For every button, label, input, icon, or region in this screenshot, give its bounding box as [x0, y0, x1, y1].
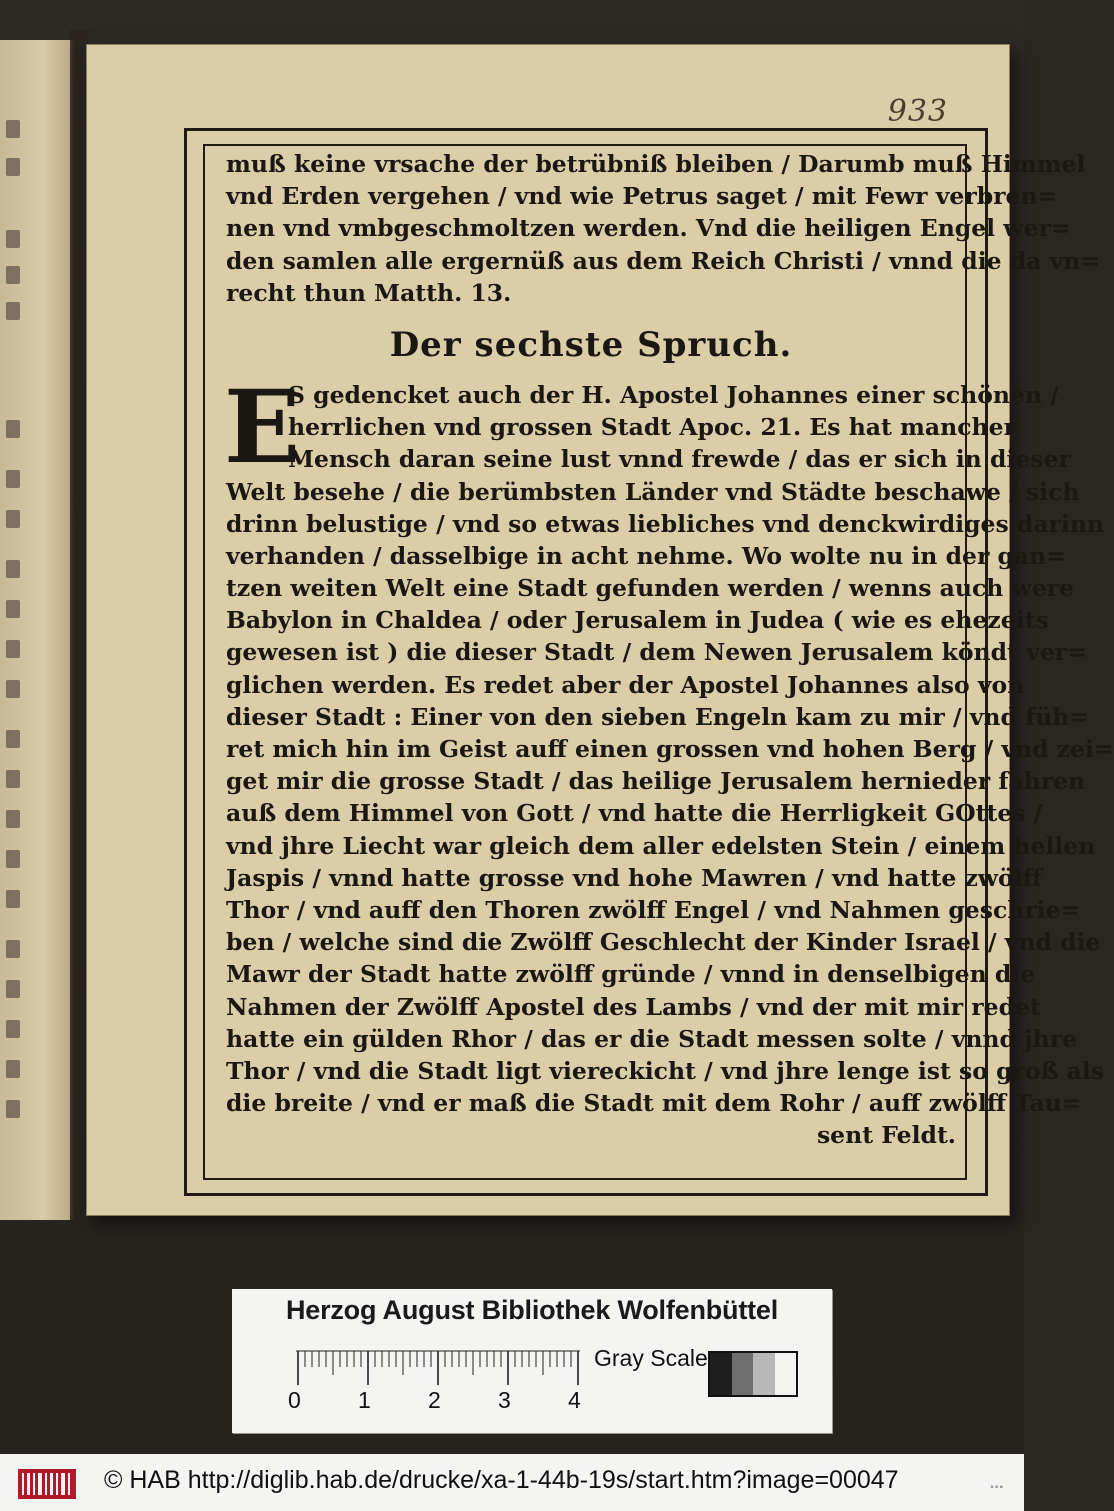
- gray-swatch: [775, 1353, 797, 1395]
- ruler-number: 4: [568, 1387, 581, 1413]
- ruler-number: 0: [288, 1387, 301, 1413]
- paragraph-1: [226, 148, 1101, 309]
- text-line: Nahmen der Zwölff Apostel des Lambs / vnd der mit mir redet: [226, 992, 1041, 1021]
- previous-page-glyph: [6, 980, 20, 998]
- text-line: tzen weiten Welt eine Stadt gefunden werden / wenns auch were: [226, 574, 1075, 603]
- section-heading: Der sechste Spruch.: [389, 324, 793, 365]
- text-line: hatte ein gülden Rhor / das er die Stadt messen solte / vnnd jhre: [226, 1024, 1078, 1053]
- gray-swatch: [753, 1353, 775, 1395]
- text-line: den samlen alle ergernüß aus dem Reich Christi / vnnd die da vn=: [226, 246, 1101, 275]
- previous-page-glyph: [6, 230, 20, 248]
- text-line: verhanden / dasselbige in acht nehme. Wo wolte nu in der gan=: [226, 541, 1066, 570]
- previous-page-glyph: [6, 420, 20, 438]
- previous-page-glyph: [6, 890, 20, 908]
- previous-page-glyph: [6, 158, 20, 176]
- text-line: dieser Stadt : Einer von den sieben Engeln kam zu mir / vnd füh=: [226, 702, 1090, 731]
- previous-page-glyph: [6, 940, 20, 958]
- text-line: Mawr der Stadt hatte zwölff gründe / vnnd in denselbigen die: [226, 960, 1036, 989]
- text-line: ben / welche sind die Zwölff Geschlecht der Kinder Israel / vnd die: [226, 928, 1101, 957]
- previous-page-glyph: [6, 510, 20, 528]
- page-text: [224, 148, 1114, 1151]
- previous-page-glyph: [6, 120, 20, 138]
- previous-page-glyph: [6, 266, 20, 284]
- text-line: Thor / vnd auff den Thoren zwölff Engel / vnd Nahmen geschrie=: [226, 895, 1081, 924]
- scale-ruler: [296, 1351, 580, 1387]
- previous-page-glyph: [6, 850, 20, 868]
- previous-page-glyph: [6, 730, 20, 748]
- previous-page-edge: [0, 40, 74, 1220]
- text-line: S gedencket auch der H. Apostel Johannes einer schönen /: [288, 380, 1059, 409]
- ruler-number: 2: [428, 1387, 441, 1413]
- previous-page-glyph: [6, 1060, 20, 1078]
- text-line: glichen werden. Es redet aber der Apostel Johannes also von: [226, 670, 1025, 699]
- previous-page-glyph: [6, 302, 20, 320]
- text-line: gewesen ist ) die dieser Stadt / dem Newen Jerusalem köndt ver=: [226, 638, 1087, 667]
- color-target-card: [232, 1289, 832, 1433]
- hab-barcode-logo-icon: [18, 1469, 76, 1499]
- previous-page-glyph: [6, 640, 20, 658]
- text-line: Jaspis / vnnd hatte grosse vnd hohe Mawren / vnd hatte zwölff: [226, 863, 1042, 892]
- footer-dots: ▪▪▪: [990, 1482, 1004, 1493]
- text-line: drinn belustige / vnd so etwas liebliches vnd denckwirdiges darinn: [226, 509, 1105, 538]
- text-line: recht thun Matth. 13.: [226, 278, 512, 307]
- previous-page-glyph: [6, 770, 20, 788]
- text-line: Mensch daran seine lust vnnd frewde / das er sich in dieser: [288, 445, 1071, 474]
- previous-page-glyph: [6, 470, 20, 488]
- text-line: vnd jhre Liecht war gleich dem aller edelsten Stein / einem hellen: [226, 831, 1096, 860]
- text-line: die breite / vnd er maß die Stadt mit dem Rohr / auff zwölff Tau=: [226, 1089, 1082, 1118]
- text-line: get mir die grosse Stadt / das heilige Jerusalem hernieder fahren: [226, 767, 1086, 796]
- ruler-numbers: [288, 1387, 588, 1417]
- gray-swatch: [732, 1353, 754, 1395]
- gray-swatch: [710, 1353, 732, 1395]
- ruler-number: 3: [498, 1387, 511, 1413]
- previous-page-glyph: [6, 680, 20, 698]
- previous-page-glyph: [6, 1100, 20, 1118]
- text-line: vnd Erden vergehen / vnd wie Petrus saget / mit Fewr verbren=: [226, 182, 1058, 211]
- page-number: 933: [887, 94, 948, 129]
- footer-bar: [0, 1454, 1024, 1511]
- text-line: herrlichen vnd grossen Stadt Apoc. 21. Es hat mancher: [288, 413, 1016, 442]
- text-line: Babylon in Chaldea / oder Jerusalem in Judea ( wie es ehezeits: [226, 606, 1049, 635]
- text-line: Welt besehe / die berümbsten Länder vnd Städte beschawe / sich: [226, 477, 1080, 506]
- footer-copyright-url: © HAB http://diglib.hab.de/drucke/xa-1-44b-19s/start.htm?image=00047: [104, 1466, 899, 1494]
- paragraph-2: [224, 367, 1114, 1152]
- drop-cap-initial: E: [224, 367, 301, 486]
- previous-page-glyph: [6, 810, 20, 828]
- text-line: muß keine vrsache der betrübniß bleiben / Darumb muß Himmel: [226, 150, 1086, 178]
- text-line: ret mich hin im Geist auff einen grossen vnd hohen Berg / vnd zei=: [226, 735, 1114, 763]
- library-name: Herzog August Bibliothek Wolfenbüttel: [285, 1295, 779, 1325]
- previous-page-glyph: [6, 560, 20, 578]
- ruler-number: 1: [358, 1387, 371, 1413]
- previous-page-glyph: [6, 600, 20, 618]
- book-page: [86, 44, 1114, 1216]
- text-line-catchword: sent Feldt.: [816, 1121, 956, 1150]
- gray-scale-label: Gray Scale: [594, 1345, 708, 1371]
- text-line: Thor / vnd die Stadt ligt viereckicht / vnd jhre lenge ist so groß als: [226, 1056, 1105, 1085]
- text-line: nen vnd vmbgeschmoltzen werden. Vnd die heiligen Engel wer=: [226, 214, 1071, 243]
- text-line: auß dem Himmel von Gott / vnd hatte die Herrligkeit GOttes /: [226, 799, 1043, 828]
- previous-page-glyph: [6, 1020, 20, 1038]
- gray-scale-swatches: [708, 1351, 798, 1397]
